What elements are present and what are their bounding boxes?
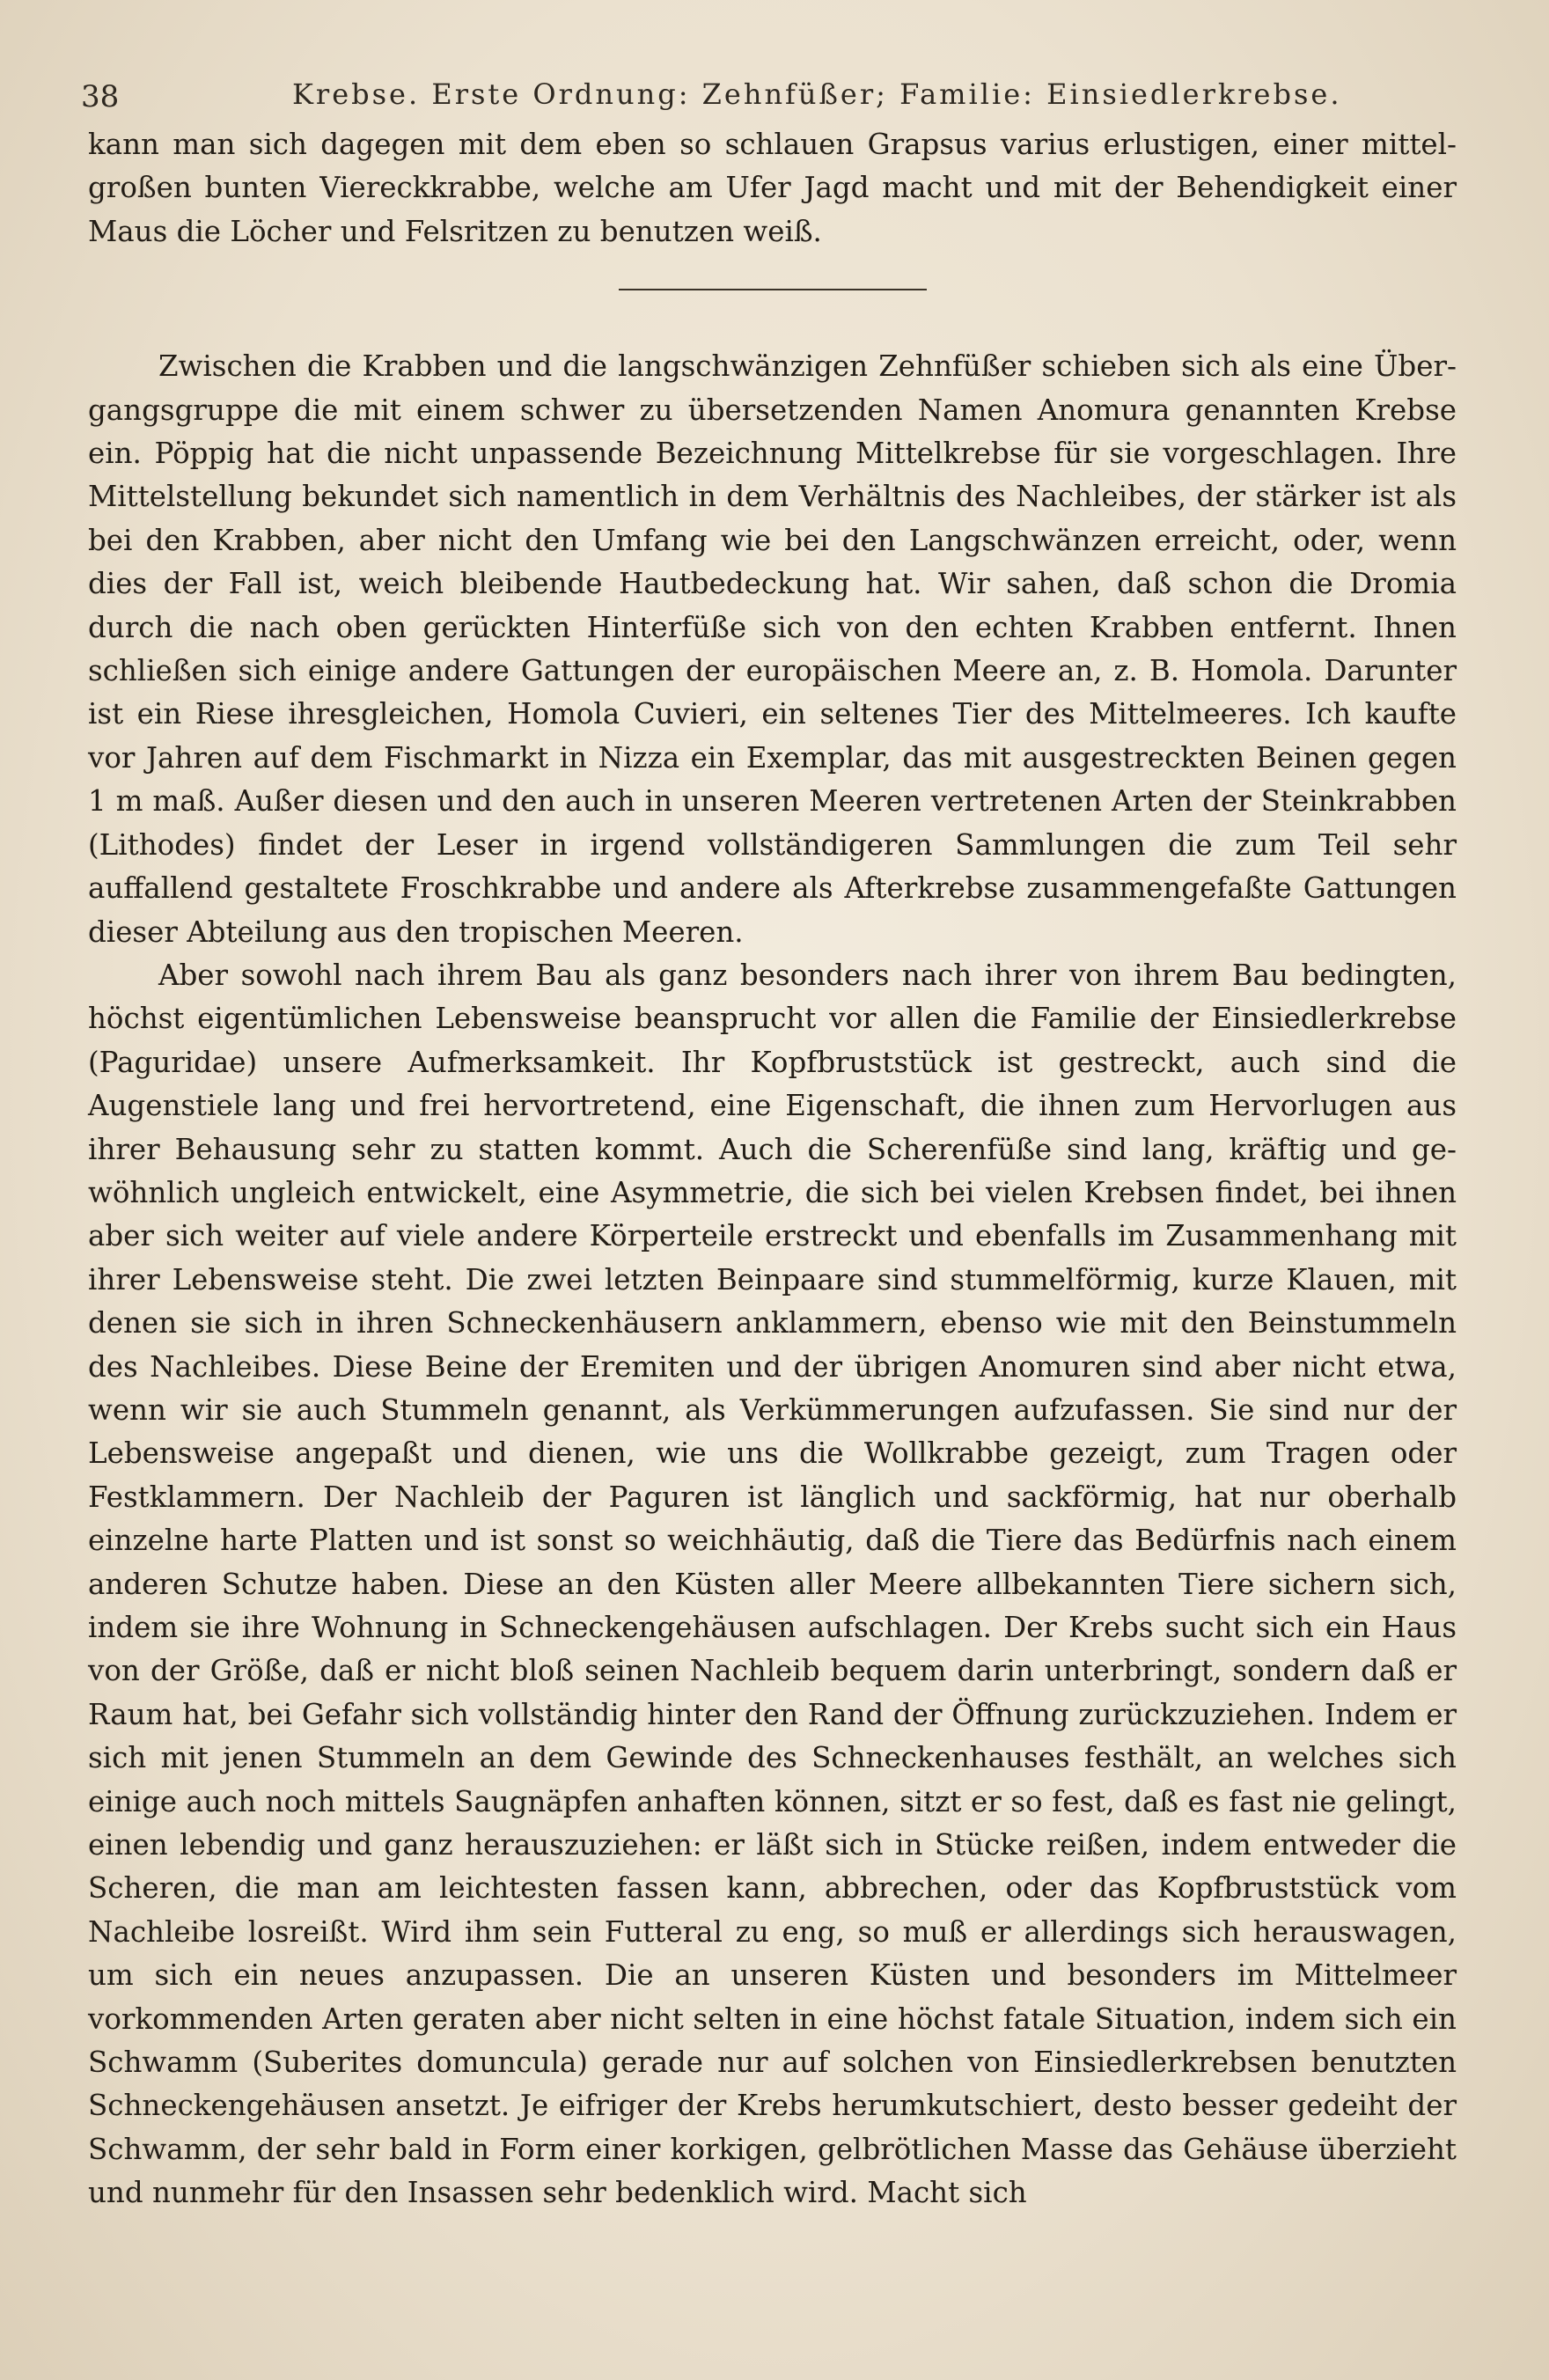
page-number: 38 [81, 79, 120, 114]
section-divider [619, 289, 927, 290]
paragraph-anomura: Zwischen die Krabben und die langschwänzigen Zehnfüßer schieben sich als eine Übergangsgruppe die mit einem schwer zu übersetzenden Namen Anomura genannten Krebse ein. Pöppig hat die nicht unpassende Bezeichnung Mittelkrebse für sie vorgeschlagen. Ihre Mittelstellung bekundet sich namentlich in dem Verhältnis des Nachleibes, der stärker ist als bei den Krabben, aber nicht den Umfang wie bei den Langschwänzen erreicht, oder, wenn dies der Fall ist, weich bleibende Hautbedeckung hat. Wir sahen, daß schon die Dromia durch die nach oben gerückten Hinterfüße sich von den echten Krabben entfernt. Ihnen schließen sich einige andere Gattungen der europäischen Meere an, z. B. Homola. Darunter ist ein Riese ihresgleichen, Homola Cuvieri, ein seltenes Tier des Mittelmeeres. Ich kaufte vor Jahren auf dem Fischmarkt in Nizza ein Exemplar, das mit ausgestreckten Beinen gegen 1 m maß. Außer diesen und den auch in unseren Meeren vertretenen Arten der Steinkrabben (Lithodes) findet der Leser in irgend vollständigeren Sammlungen die zum Teil sehr auffallend gestaltete Froschkrabbe und andere als Afterkrebse zusammengefaßte Gattungen dieser Abteilung aus den tropischen Meeren. [88, 349, 1457, 949]
running-head: Krebse. Erste Ordnung: Zehnfüßer; Familie: Einsiedlerkrebse. [292, 77, 1342, 111]
body-text [88, 123, 1457, 2215]
paragraph-continuation: kann man sich dagegen mit dem eben so schlauen Grapsus varius erlustigen, einer mittelgroßen bunten Viereckkrabbe, welche am Ufer Jagd macht und mit der Behendigkeit einer Maus die Löcher und Felsritzen zu benutzen weiß. [88, 128, 1457, 248]
page-header [81, 69, 1472, 121]
paragraph-paguridae: Aber sowohl nach ihrem Bau als ganz besonders nach ihrer von ihrem Bau bedingten, höchst eigentümlichen Lebensweise beansprucht vor allen die Familie der Einsiedlerkrebse (Paguridae) unsere Aufmerksamkeit. Ihr Kopfbruststück ist gestreckt, auch sind die Augenstiele lang und frei hervortretend, eine Eigenschaft, die ihnen zum Hervorlugen aus ihrer Behausung sehr zu statten kommt. Auch die Scherenfüße sind lang, kräftig und gewöhnlich ungleich entwickelt, eine Asymmetrie, die sich bei vielen Krebsen findet, bei ihnen aber sich weiter auf viele andere Körperteile erstreckt und ebenfalls im Zusammenhang mit ihrer Lebensweise steht. Die zwei letzten Beinpaare sind stummelförmig, kurze Klauen, mit denen sie sich in ihren Schneckenhäusern anklammern, ebenso wie mit den Beinstummeln des Nachleibes. Diese Beine der Eremiten und der übrigen Anomuren sind aber nicht etwa, wenn wir sie auch Stummeln genannt, als Verkümmerungen aufzufassen. Sie sind nur der Lebensweise angepaßt und dienen, wie uns die Wollkrabbe gezeigt, zum Tragen oder Festklammern. Der Nachleib der Paguren ist länglich und sackförmig, hat nur oberhalb einzelne harte Platten und ist sonst so weichhäutig, daß die Tiere das Bedürfnis nach einem anderen Schutze haben. Diese an den Küsten aller Meere allbekannten Tiere sichern sich, indem sie ihre Wohnung in Schneckengehäusen aufschlagen. Der Krebs sucht sich ein Haus von der Größe, daß er nicht bloß seinen Nachleib bequem darin unterbringt, sondern daß er Raum hat, bei Gefahr sich vollständig hinter den Rand der Öffnung zurückzuziehen. Indem er sich mit jenen Stummeln an dem Gewinde des Schneckenhauses festhält, an welches sich einige auch noch mittels Saugnäpfen anhaften können, sitzt er so fest, daß es fast nie gelingt, einen lebendig und ganz herauszuziehen: er läßt sich in Stücke reißen, indem entweder die Scheren, die man am leichtesten fassen kann, abbrechen, oder das Kopfbruststück vom Nachleibe losreißt. Wird ihm sein Futteral zu eng, so muß er allerdings sich herauswagen, um sich ein neues anzupassen. Die an unseren Küsten und besonders im Mittelmeer vorkommenden Arten geraten aber nicht selten in eine höchst fatale Situation, indem sich ein Schwamm (Suberites domuncula) gerade nur auf solchen von Einsiedlerkrebsen benutzten Schneckengehäusen ansetzt. Je eifriger der Krebs herumkutschiert, desto besser gedeiht der Schwamm, der sehr bald in Form einer korkigen, gelbrötlichen Masse das Gehäuse überzieht und nunmehr für den Insassen sehr bedenklich wird. Macht sich [88, 958, 1457, 2210]
